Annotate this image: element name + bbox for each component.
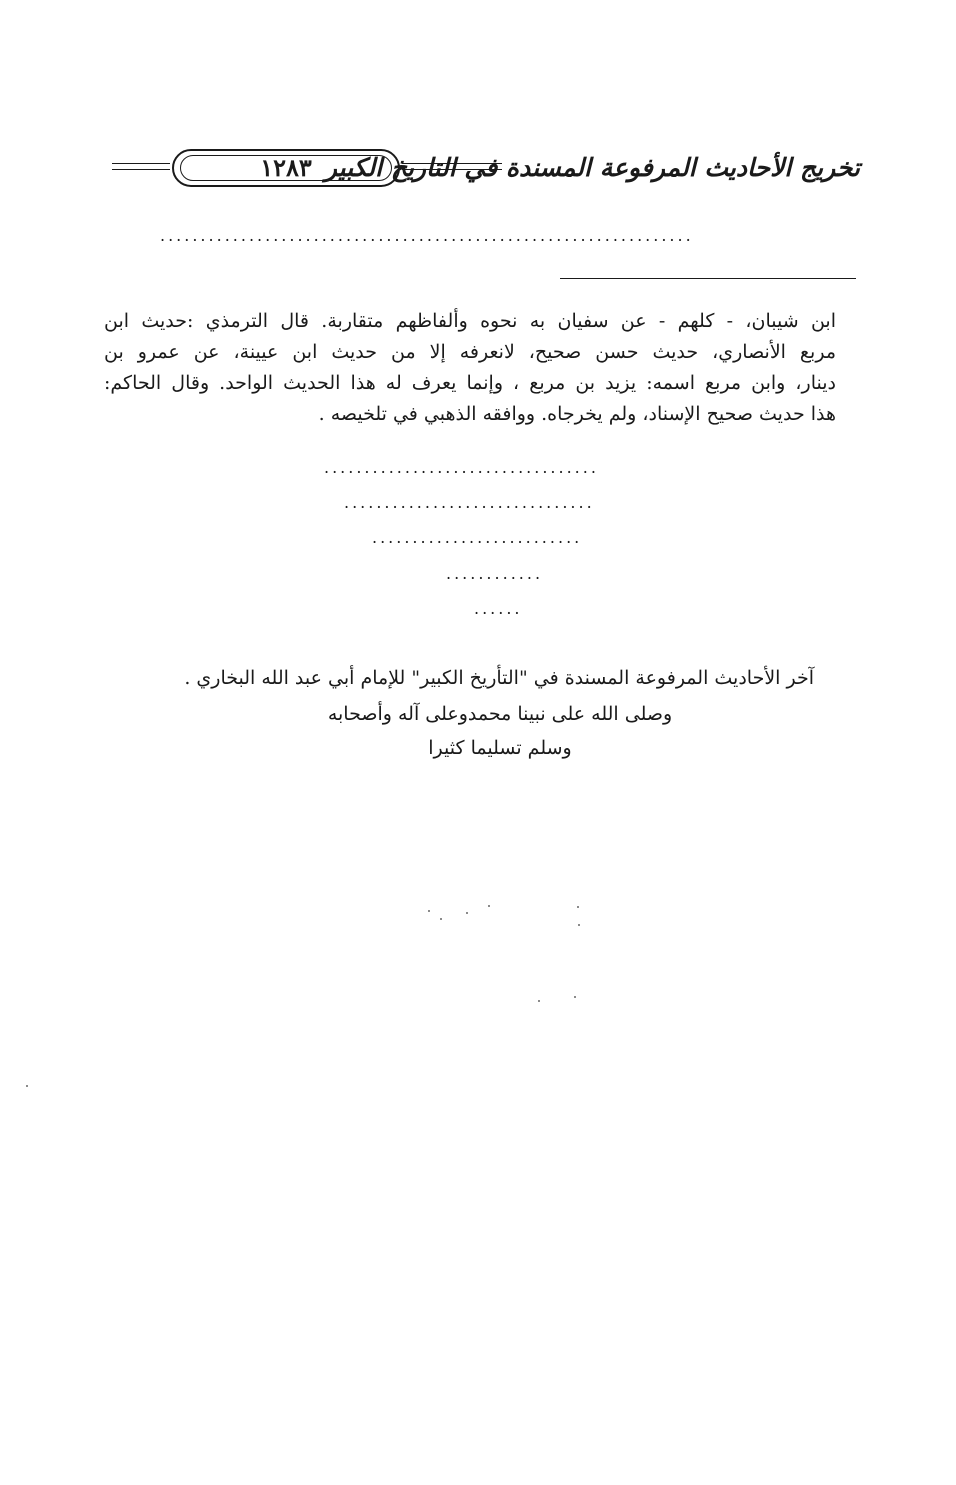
paragraph-line-3: دينار، وابن مربع اسمه: يزيد بن مربع ، وإنما يعرف له هذا الحديث الواحد. وقال الحاكم:: [104, 372, 836, 394]
dotted-line-3: ..........................: [372, 528, 583, 547]
dotted-line-2: ...............................: [344, 493, 595, 512]
colophon: [180, 662, 820, 764]
paragraph-line-2: مربع الأنصاري، حديث حسن صحيح، لانعرفه إلا من حديث ابن عيينة، عن عمرو بن: [104, 341, 836, 363]
colophon-line-2: وصلى الله على نبينا محمدوعلى آله وأصحابه: [327, 703, 673, 725]
header-rule-left: [112, 163, 170, 170]
dotted-line-5: ......: [474, 599, 523, 618]
footnote-separator: [560, 278, 856, 279]
colophon-line-3: وسلم تسليما كثيرا: [428, 737, 572, 759]
footnote-paragraph: [104, 306, 836, 430]
dotted-line-1: ..................................: [324, 458, 599, 477]
running-header: [112, 146, 860, 196]
paragraph-line-4: هذا حديث صحيح الإسناد، ولم يخرجاه. ووافقه الذهبي في تلخيصه .: [318, 403, 836, 425]
paragraph-line-1: ابن شيبان، - كلهم - عن سفيان به نحوه وألفاظهم متقاربة. قال الترمذي :حديث ابن: [104, 310, 836, 332]
colophon-line-1: آخر الأحاديث المرفوعة المسندة في "التأريخ الكبير" للإمام أبي عبد الله البخاري .: [184, 667, 814, 689]
header-title: تخريج الأحاديث المرفوعة المسندة في التاريخ الكبير: [324, 153, 860, 182]
page-number: ١٢٨٣: [260, 153, 312, 182]
dotted-line-top: ..................................................................: [160, 226, 694, 245]
dotted-line-4: ............: [446, 564, 544, 583]
